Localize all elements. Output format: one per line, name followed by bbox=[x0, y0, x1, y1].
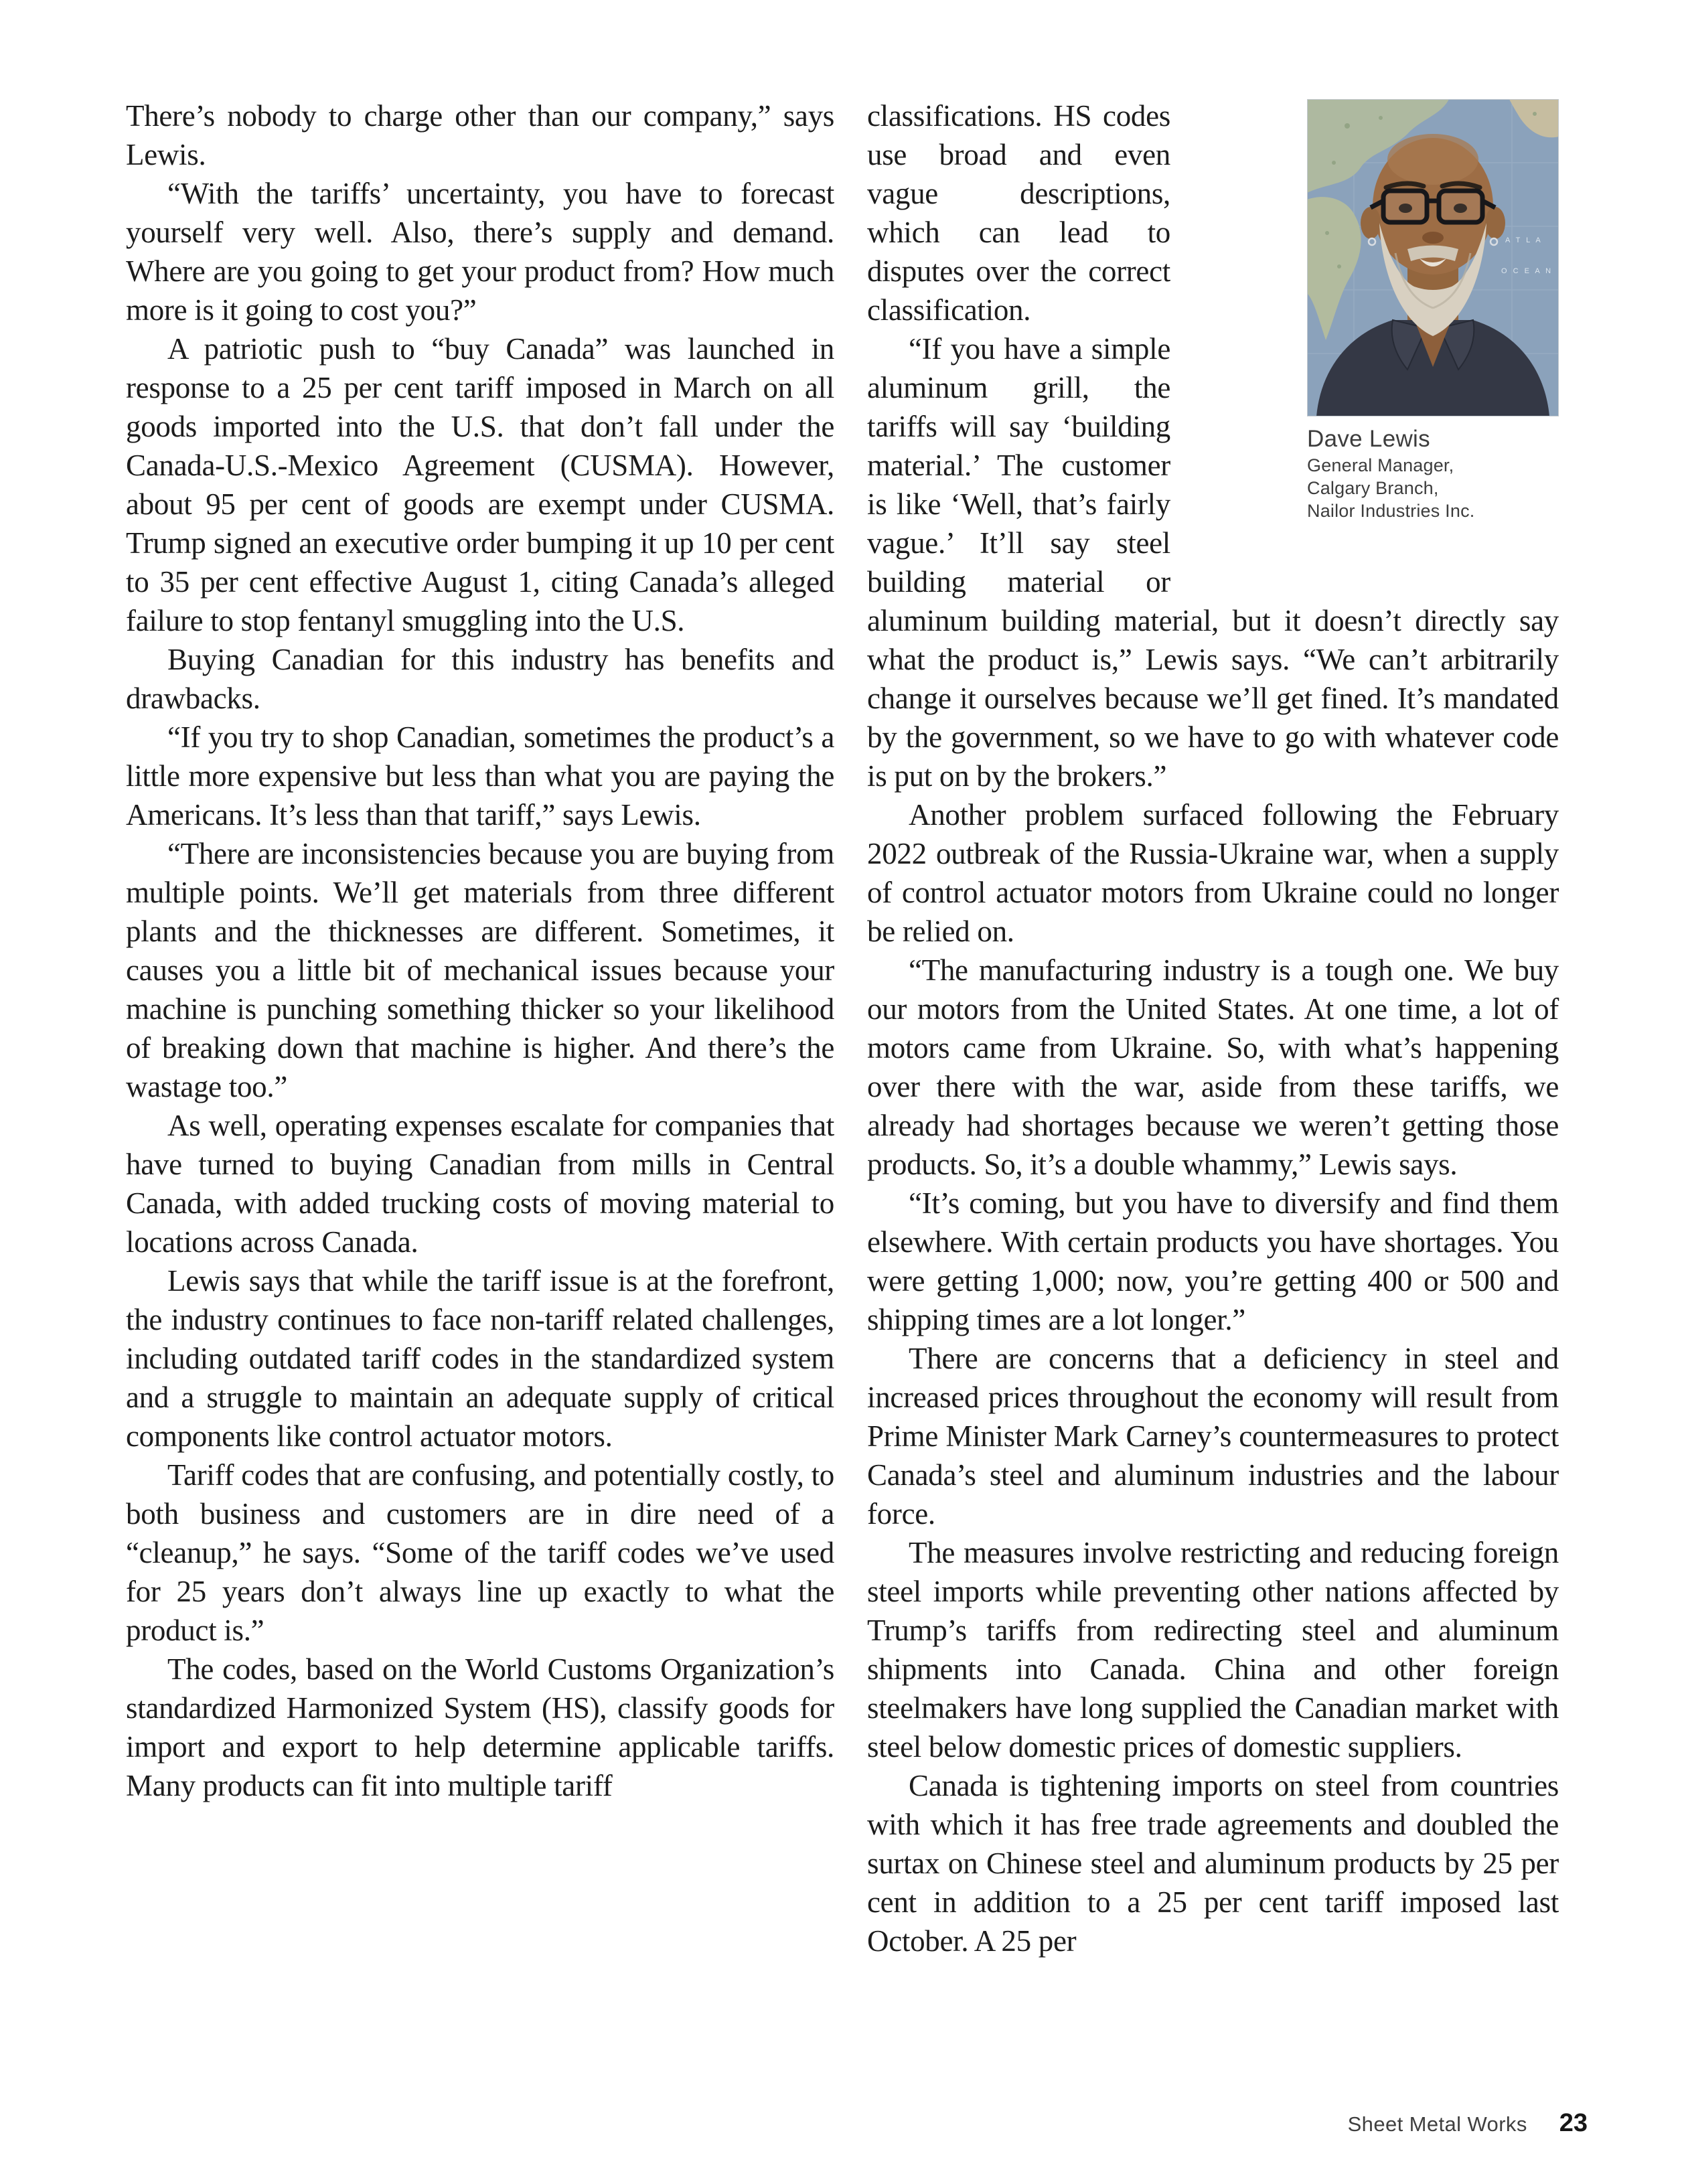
paragraph: Another problem surfaced following the February 2022 outbreak of the Russia-Ukraine war, when a supply of control actuator motors from Ukraine could no longer be relied on. bbox=[867, 798, 1559, 948]
paragraph: As well, operating expenses escalate for companies that have turned to buying Canadian from mills in Central Canada, with added trucking costs of moving material to locations across Canada. bbox=[126, 1109, 834, 1259]
portrait-figure bbox=[1170, 99, 1559, 522]
caption-branch: Calgary Branch, bbox=[1307, 478, 1439, 498]
nose bbox=[1422, 232, 1444, 244]
paragraph: “With the tariffs’ uncertainty, you have to forecast yourself very well. Also, there’s supply and demand. Where are you going to get your product from? How much more is it going to cost you?” bbox=[126, 177, 834, 327]
paragraph: There’s nobody to charge other than our company,” says Lewis. bbox=[126, 99, 834, 171]
paragraph: There are concerns that a deficiency in steel and increased prices throughout the economy will result from Prime Minister Mark Carney’s countermeasures to protect Canada’s steel and aluminum industries and the labour force. bbox=[867, 1342, 1559, 1531]
map-label-atlantic: A T L A bbox=[1505, 236, 1543, 244]
paragraph: “If you have a simple aluminum grill, the tariffs will say ‘building material.’ The customer is like ‘Well, that’s fairly vague.’ It’ll say steel building material or aluminum building material, but it doesn’t directly say what the product is,” Lewis says. “We can’t arbitrarily change it ourselves because we’ll get fined. It’s mandated by the government, so we have to go with whatever code is put on by the brokers.” bbox=[867, 332, 1559, 793]
paragraph: classifications. HS codes use broad and even vague descriptions, which can lead to disputes over the correct classification. bbox=[867, 99, 1170, 327]
photo-caption bbox=[1307, 424, 1559, 522]
paragraph: The measures involve restricting and reducing foreign steel imports while preventing other nations affected by Trump’s tariffs from redirecting steel and aluminum shipments into Canada. China and other foreign steelmakers have long supplied the Canadian market with steel below domestic prices of domestic suppliers. bbox=[867, 1536, 1559, 1764]
paragraph: “It’s coming, but you have to diversify and find them elsewhere. With certain products you have shortages. You were getting 1,000; now, you’re getting 400 or 500 and shipping times are a lot longer.” bbox=[867, 1186, 1559, 1336]
right-ear bbox=[1485, 207, 1505, 239]
paragraph: A patriotic push to “buy Canada” was launched in response to a 25 per cent tariff imposed in March on all goods imported into the U.S. that don’t fall under the Canada-U.S.-Mexico Agreement (CUSMA). However, about 95 per cent of goods are exempt under CUSMA. Trump signed an executive order bumping it up 10 per cent to 35 per cent effective August 1, citing Canada’s alleged failure to stop fentanyl smuggling into the U.S. bbox=[126, 332, 834, 637]
paragraph: Tariff codes that are confusing, and potentially costly, to both business and customers are in dire need of a “cleanup,” he says. “Some of the tariff codes we’ve used for 25 years don’t always line up exactly to what the product is.” bbox=[126, 1458, 834, 1647]
paragraph: “The manufacturing industry is a tough one. We buy our motors from the United States. At one time, a lot of motors came from Ukraine. So, with what’s happening over there with the war, aside from these tariffs, we already had shortages because we weren’t getting those products. So, it’s a double whammy,” Lewis says. bbox=[867, 953, 1559, 1181]
left-ear bbox=[1361, 207, 1381, 239]
left-column bbox=[126, 96, 834, 1960]
caption-company: Nailor Industries Inc. bbox=[1307, 501, 1475, 521]
paragraph: Canada is tightening imports on steel from countries with which it has free trade agreements and doubled the surtax on Chinese steel and aluminum products by 25 per cent in addition to a 25 per cent tariff imposed last October. A 25 per bbox=[867, 1769, 1559, 1958]
right-column bbox=[867, 96, 1559, 1960]
paragraph: Buying Canadian for this industry has benefits and drawbacks. bbox=[126, 643, 834, 715]
caption-role: General Manager, bbox=[1307, 455, 1454, 475]
page-footer bbox=[1348, 2109, 1588, 2138]
map-label-ocean: O C E A N bbox=[1501, 267, 1553, 275]
paragraph: “If you try to shop Canadian, sometimes the product’s a little more expensive but less than what you are paying the Americans. It’s less than that tariff,” says Lewis. bbox=[126, 720, 834, 832]
magazine-title: Sheet Metal Works bbox=[1347, 2112, 1527, 2136]
article-body bbox=[126, 96, 1559, 1960]
dave-lewis-photo bbox=[1307, 99, 1559, 416]
paragraph: The codes, based on the World Customs Organization’s standardized Harmonized System (HS), classify goods for import and export to help determine applicable tariffs. Many products can fit into multiple tariff bbox=[126, 1652, 834, 1802]
paragraph: “There are inconsistencies because you are buying from multiple points. We’ll get materials from three different plants and the thicknesses are different. Sometimes, it causes you a little bit of mechanical issues because your machine is punching something thicker so your likelihood of breaking down that machine is higher. And there’s the wastage too.” bbox=[126, 837, 834, 1103]
caption-name: Dave Lewis bbox=[1307, 426, 1430, 452]
page-number: 23 bbox=[1559, 2109, 1588, 2137]
paragraph: Lewis says that while the tariff issue is at the forefront, the industry continues to face non-tariff related challenges, including outdated tariff codes in the standardized system and a struggle to maintain an adequate supply of critical components like control actuator motors. bbox=[126, 1264, 834, 1453]
